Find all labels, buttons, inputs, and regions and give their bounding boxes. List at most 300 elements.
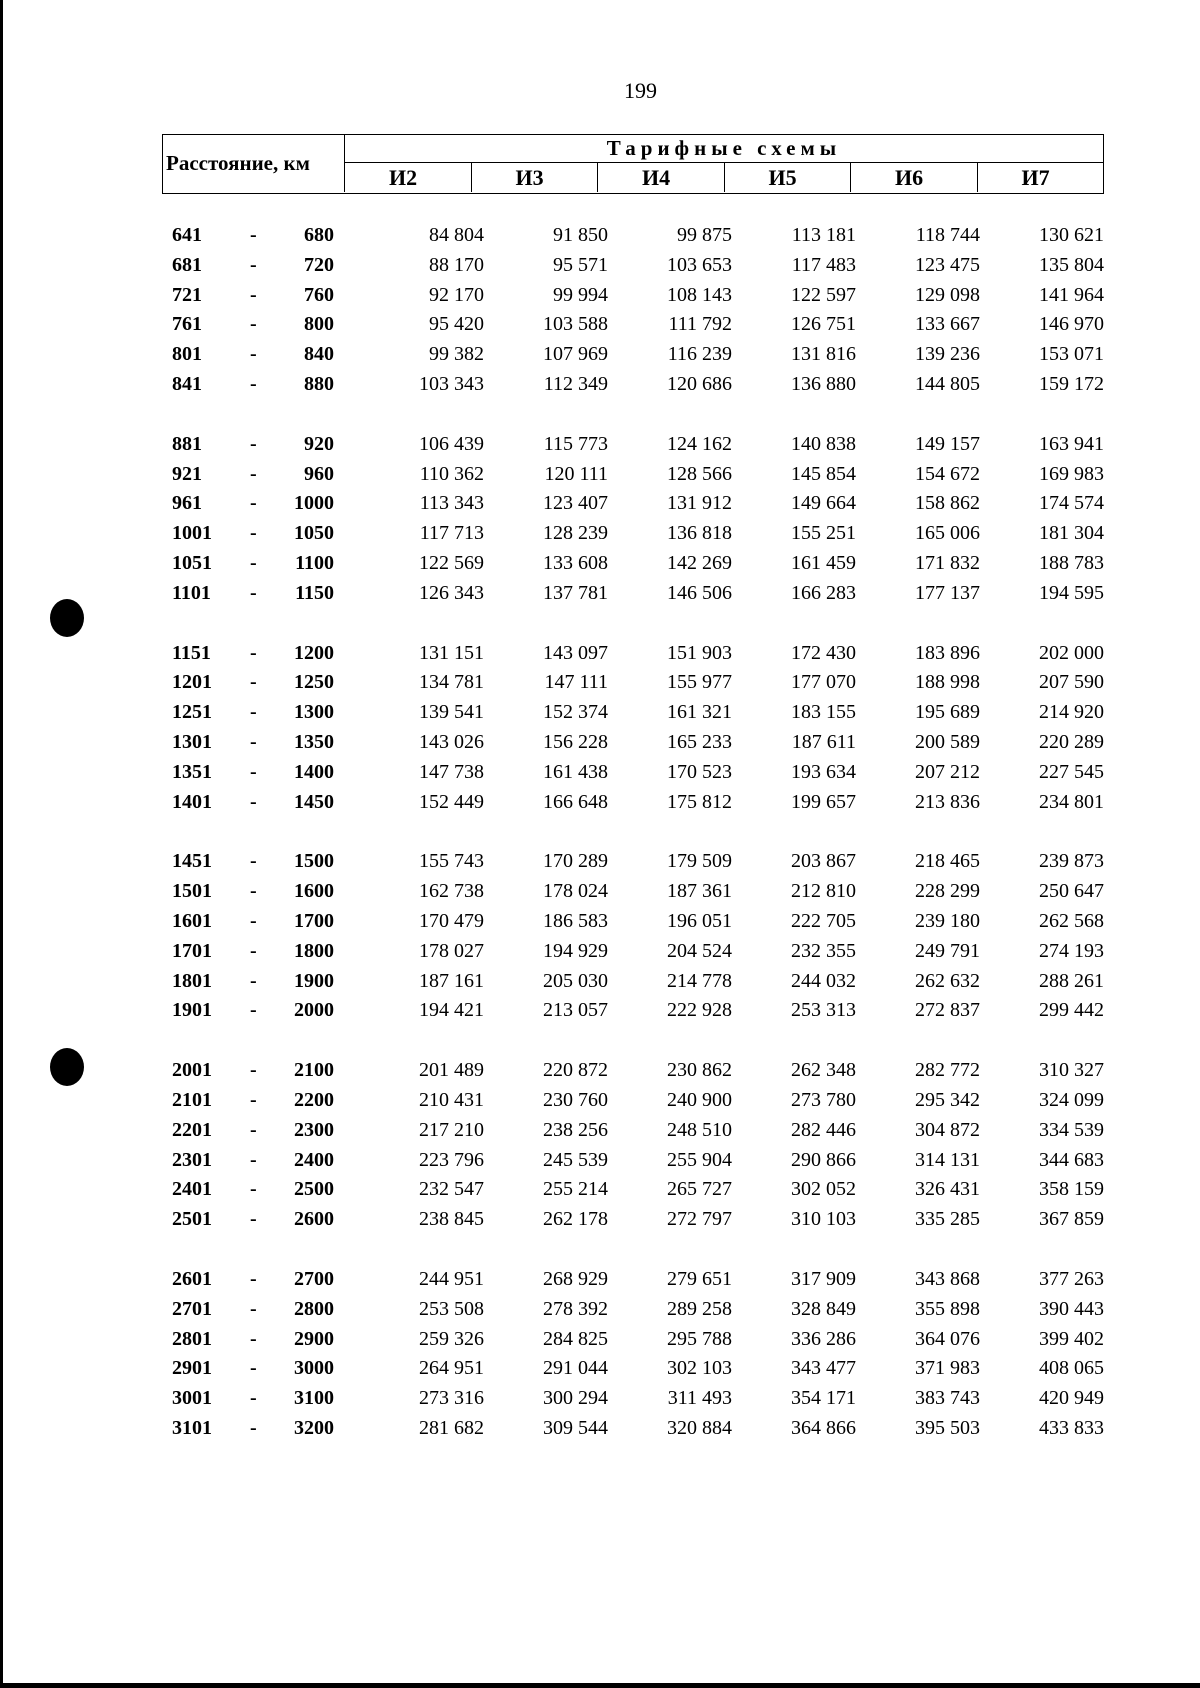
tariff-value: 142 269 <box>667 551 732 574</box>
tariff-value: 175 812 <box>667 790 732 813</box>
distance-from: 1501 <box>172 880 212 903</box>
table-row <box>162 850 1112 880</box>
tariff-value: 172 430 <box>791 641 856 664</box>
tariff-value: 355 898 <box>915 1297 980 1320</box>
range-dash: - <box>250 909 257 932</box>
tariff-value: 134 781 <box>419 671 484 694</box>
distance-to: 960 <box>304 462 334 485</box>
column-header-i2: И2 <box>345 163 472 192</box>
distance-from: 1251 <box>172 701 212 724</box>
range-dash: - <box>250 343 257 366</box>
tariff-value: 223 796 <box>419 1148 484 1171</box>
punch-hole-upper <box>50 599 84 637</box>
distance-from: 2901 <box>172 1357 212 1380</box>
distance-from: 1701 <box>172 939 212 962</box>
tariff-value: 117 483 <box>791 253 856 276</box>
range-dash: - <box>250 492 257 515</box>
tariff-value: 238 845 <box>419 1208 484 1231</box>
distance-to: 2700 <box>294 1267 334 1290</box>
tariff-value: 123 407 <box>543 492 608 515</box>
table-row <box>162 284 1112 314</box>
table-row <box>162 492 1112 522</box>
tariff-value: 253 508 <box>419 1297 484 1320</box>
table-row <box>162 1387 1112 1417</box>
tariff-value: 195 689 <box>915 701 980 724</box>
distance-from: 1301 <box>172 730 212 753</box>
tariff-value: 177 070 <box>791 671 856 694</box>
tariff-value: 210 431 <box>419 1088 484 1111</box>
range-dash: - <box>250 522 257 545</box>
tariff-value: 311 493 <box>667 1387 732 1410</box>
table-row <box>162 1357 1112 1387</box>
distance-to: 2900 <box>294 1327 334 1350</box>
table-row <box>162 552 1112 582</box>
tariff-value: 300 294 <box>543 1387 608 1410</box>
distance-to: 1050 <box>294 522 334 545</box>
tariff-value: 203 867 <box>791 850 856 873</box>
tariff-value: 343 868 <box>915 1267 980 1290</box>
tariff-value: 113 343 <box>419 492 484 515</box>
tariff-value: 291 044 <box>543 1357 608 1380</box>
distance-from: 961 <box>172 492 202 515</box>
distance-from: 2101 <box>172 1088 212 1111</box>
table-row <box>162 791 1112 821</box>
tariff-value: 145 854 <box>791 462 856 485</box>
tariff-value: 131 912 <box>667 492 732 515</box>
tariff-value: 279 651 <box>667 1267 732 1290</box>
tariff-value: 95 571 <box>553 253 608 276</box>
punch-hole-lower <box>50 1048 84 1086</box>
tariff-value: 273 316 <box>419 1387 484 1410</box>
distance-from: 721 <box>172 283 202 306</box>
distance-from: 1201 <box>172 671 212 694</box>
tariff-value: 364 866 <box>791 1416 856 1439</box>
tariff-value: 302 052 <box>791 1178 856 1201</box>
table-row <box>162 1149 1112 1179</box>
tariff-value: 255 904 <box>667 1148 732 1171</box>
distance-from: 2301 <box>172 1148 212 1171</box>
tariff-value: 344 683 <box>1039 1148 1104 1171</box>
distance-from: 2701 <box>172 1297 212 1320</box>
tariff-value: 204 524 <box>667 939 732 962</box>
tariff-value: 161 459 <box>791 551 856 574</box>
tariff-value: 110 362 <box>419 462 484 485</box>
tariff-value: 178 027 <box>419 939 484 962</box>
tariff-value: 111 792 <box>668 313 732 336</box>
tariff-value: 217 210 <box>419 1118 484 1141</box>
tariff-value: 91 850 <box>553 224 608 246</box>
range-dash: - <box>250 1387 257 1410</box>
tariff-value: 153 071 <box>1039 343 1104 366</box>
table-row <box>162 880 1112 910</box>
tariff-value: 131 816 <box>791 343 856 366</box>
row-group <box>162 850 1112 1029</box>
distance-to: 2000 <box>294 999 334 1022</box>
distance-to: 880 <box>304 372 334 395</box>
table-row <box>162 463 1112 493</box>
tariff-value: 262 348 <box>791 1059 856 1082</box>
tariff-value: 174 574 <box>1039 492 1104 515</box>
tariff-value: 255 214 <box>543 1178 608 1201</box>
tariff-value: 253 313 <box>791 999 856 1022</box>
tariff-value: 200 589 <box>915 730 980 753</box>
distance-from: 1451 <box>172 850 212 873</box>
distance-to: 1300 <box>294 701 334 724</box>
tariff-value: 272 837 <box>915 999 980 1022</box>
tariff-value: 202 000 <box>1039 641 1104 664</box>
tariff-value: 147 738 <box>419 760 484 783</box>
table-row <box>162 1417 1112 1447</box>
row-group <box>162 642 1112 821</box>
tariff-value: 129 098 <box>915 283 980 306</box>
distance-from: 801 <box>172 343 202 366</box>
column-header-i5: И5 <box>725 163 852 192</box>
table-row <box>162 1178 1112 1208</box>
tariff-value: 155 251 <box>791 522 856 545</box>
table-row <box>162 1119 1112 1149</box>
table-row <box>162 373 1112 403</box>
tariff-value: 194 421 <box>419 999 484 1022</box>
tariff-value: 335 285 <box>915 1208 980 1231</box>
tariff-value: 152 449 <box>419 790 484 813</box>
tariff-value: 137 781 <box>543 581 608 604</box>
tariff-value: 103 588 <box>543 313 608 336</box>
table-row <box>162 433 1112 463</box>
row-group <box>162 224 1112 403</box>
range-dash: - <box>250 641 257 664</box>
distance-to: 680 <box>304 224 334 246</box>
tariff-value: 141 964 <box>1039 283 1104 306</box>
distance-to: 2200 <box>294 1088 334 1111</box>
tariff-value: 244 951 <box>419 1267 484 1290</box>
tariff-value: 228 299 <box>915 880 980 903</box>
tariff-value: 420 949 <box>1039 1387 1104 1410</box>
distance-to: 1900 <box>294 969 334 992</box>
tariff-value: 324 099 <box>1039 1088 1104 1111</box>
range-dash: - <box>250 850 257 873</box>
tariff-value: 139 541 <box>419 701 484 724</box>
tariff-value: 304 872 <box>915 1118 980 1141</box>
tariff-value: 377 263 <box>1039 1267 1104 1290</box>
tariff-value: 170 479 <box>419 909 484 932</box>
range-dash: - <box>250 1118 257 1141</box>
tariff-value: 222 928 <box>667 999 732 1022</box>
tariff-value: 262 568 <box>1039 909 1104 932</box>
tariff-value: 128 566 <box>667 462 732 485</box>
tariff-value: 130 621 <box>1039 224 1104 246</box>
tariff-value: 390 443 <box>1039 1297 1104 1320</box>
tariff-value: 124 162 <box>667 432 732 455</box>
tariff-value: 238 256 <box>543 1118 608 1141</box>
distance-to: 1700 <box>294 909 334 932</box>
tariff-value: 99 382 <box>429 343 484 366</box>
tariff-value: 320 884 <box>667 1416 732 1439</box>
tariff-value: 108 143 <box>667 283 732 306</box>
tariff-value: 240 900 <box>667 1088 732 1111</box>
scan-left-border <box>0 0 3 1688</box>
table-row <box>162 224 1112 254</box>
tariff-value: 117 713 <box>419 522 484 545</box>
tariff-value: 133 608 <box>543 551 608 574</box>
distance-to: 800 <box>304 313 334 336</box>
tariff-value: 166 648 <box>543 790 608 813</box>
distance-from: 881 <box>172 432 202 455</box>
range-dash: - <box>250 1327 257 1350</box>
tariff-value: 106 439 <box>419 432 484 455</box>
range-dash: - <box>250 760 257 783</box>
tariff-value: 230 862 <box>667 1059 732 1082</box>
range-dash: - <box>250 581 257 604</box>
tariff-value: 408 065 <box>1039 1357 1104 1380</box>
tariff-value: 107 969 <box>543 343 608 366</box>
range-dash: - <box>250 372 257 395</box>
tariff-value: 149 157 <box>915 432 980 455</box>
tariff-value: 194 929 <box>543 939 608 962</box>
range-dash: - <box>250 999 257 1022</box>
tariff-value: 126 343 <box>419 581 484 604</box>
tariff-value: 84 804 <box>429 224 484 246</box>
tariff-value: 140 838 <box>791 432 856 455</box>
distance-to: 1450 <box>294 790 334 813</box>
tariff-schemes-header: Тарифные схемы <box>345 135 1103 163</box>
table-row <box>162 254 1112 284</box>
distance-to: 920 <box>304 432 334 455</box>
range-dash: - <box>250 1297 257 1320</box>
tariff-value: 371 983 <box>915 1357 980 1380</box>
tariff-value: 222 705 <box>791 909 856 932</box>
range-dash: - <box>250 1148 257 1171</box>
distance-to: 2300 <box>294 1118 334 1141</box>
tariff-value: 310 103 <box>791 1208 856 1231</box>
tariff-value: 136 880 <box>791 372 856 395</box>
distance-to: 3000 <box>294 1357 334 1380</box>
column-header-i3: И3 <box>472 163 599 192</box>
tariff-value: 273 780 <box>791 1088 856 1111</box>
tariff-value: 284 825 <box>543 1327 608 1350</box>
column-header-i6: И6 <box>851 163 978 192</box>
distance-to: 2500 <box>294 1178 334 1201</box>
tariff-value: 155 743 <box>419 850 484 873</box>
tariff-value: 326 431 <box>915 1178 980 1201</box>
distance-from: 3101 <box>172 1416 212 1439</box>
table-row <box>162 1328 1112 1358</box>
tariff-value: 343 477 <box>791 1357 856 1380</box>
tariff-value: 118 744 <box>915 224 980 246</box>
tariff-value: 310 327 <box>1039 1059 1104 1082</box>
tariff-value: 122 597 <box>791 283 856 306</box>
range-dash: - <box>250 1059 257 1082</box>
distance-to: 1250 <box>294 671 334 694</box>
tariff-value: 136 818 <box>667 522 732 545</box>
table-row <box>162 642 1112 672</box>
tariff-value: 122 569 <box>419 551 484 574</box>
tariff-value: 162 738 <box>419 880 484 903</box>
range-dash: - <box>250 551 257 574</box>
table-row <box>162 1208 1112 1238</box>
tariff-value: 133 667 <box>915 313 980 336</box>
tariff-value: 367 859 <box>1039 1208 1104 1231</box>
tariff-value: 282 446 <box>791 1118 856 1141</box>
range-dash: - <box>250 432 257 455</box>
tariff-value: 227 545 <box>1039 760 1104 783</box>
distance-to: 2400 <box>294 1148 334 1171</box>
tariff-value: 103 343 <box>419 372 484 395</box>
tariff-value: 295 342 <box>915 1088 980 1111</box>
distance-to: 760 <box>304 283 334 306</box>
tariff-value: 92 170 <box>429 283 484 306</box>
table-row <box>162 1059 1112 1089</box>
range-dash: - <box>250 1357 257 1380</box>
range-dash: - <box>250 1416 257 1439</box>
tariff-value: 383 743 <box>915 1387 980 1410</box>
tariff-value: 433 833 <box>1039 1416 1104 1439</box>
table-row <box>162 761 1112 791</box>
distance-from: 1401 <box>172 790 212 813</box>
table-row <box>162 343 1112 373</box>
tariff-value: 170 523 <box>667 760 732 783</box>
table-row <box>162 1268 1112 1298</box>
tariff-value: 143 097 <box>543 641 608 664</box>
tariff-table-body <box>162 224 1112 1477</box>
tariff-value: 201 489 <box>419 1059 484 1082</box>
distance-to: 1000 <box>294 492 334 515</box>
tariff-value: 183 155 <box>791 701 856 724</box>
distance-to: 1100 <box>295 551 334 574</box>
tariff-value: 152 374 <box>543 701 608 724</box>
range-dash: - <box>250 313 257 336</box>
tariff-value: 186 583 <box>543 909 608 932</box>
tariff-value: 328 849 <box>791 1297 856 1320</box>
tariff-value: 161 438 <box>543 760 608 783</box>
tariff-value: 230 760 <box>543 1088 608 1111</box>
distance-from: 2401 <box>172 1178 212 1201</box>
distance-to: 1500 <box>294 850 334 873</box>
table-row <box>162 1089 1112 1119</box>
table-row <box>162 313 1112 343</box>
tariff-value: 249 791 <box>915 939 980 962</box>
range-dash: - <box>250 1178 257 1201</box>
scan-bottom-border <box>0 1683 1200 1688</box>
table-row <box>162 701 1112 731</box>
tariff-value: 196 051 <box>667 909 732 932</box>
tariff-value: 268 929 <box>543 1267 608 1290</box>
tariff-value: 163 941 <box>1039 432 1104 455</box>
distance-from: 1351 <box>172 760 212 783</box>
tariff-value: 170 289 <box>543 850 608 873</box>
column-header-i4: И4 <box>598 163 725 192</box>
tariff-value: 314 131 <box>915 1148 980 1171</box>
distance-to: 3100 <box>294 1387 334 1410</box>
distance-from: 2201 <box>172 1118 212 1141</box>
tariff-value: 177 137 <box>915 581 980 604</box>
distance-from: 1001 <box>172 522 212 545</box>
tariff-value: 272 797 <box>667 1208 732 1231</box>
tariff-value: 146 506 <box>667 581 732 604</box>
table-row <box>162 671 1112 701</box>
tariff-value: 194 595 <box>1039 581 1104 604</box>
distance-from: 1901 <box>172 999 212 1022</box>
tariff-value: 274 193 <box>1039 939 1104 962</box>
tariff-value: 212 810 <box>791 880 856 903</box>
distance-from: 2801 <box>172 1327 212 1350</box>
tariff-value: 156 228 <box>543 730 608 753</box>
tariff-value: 178 024 <box>543 880 608 903</box>
tariff-value: 179 509 <box>667 850 732 873</box>
distance-from: 1801 <box>172 969 212 992</box>
distance-to: 840 <box>304 343 334 366</box>
distance-from: 1601 <box>172 909 212 932</box>
tariff-value: 120 686 <box>667 372 732 395</box>
table-row <box>162 1298 1112 1328</box>
table-header <box>162 134 1104 194</box>
tariff-value: 188 998 <box>915 671 980 694</box>
distance-from: 841 <box>172 372 202 395</box>
tariff-value: 144 805 <box>915 372 980 395</box>
tariff-value: 395 503 <box>915 1416 980 1439</box>
tariff-value: 99 875 <box>677 224 732 246</box>
range-dash: - <box>250 880 257 903</box>
tariff-value: 126 751 <box>791 313 856 336</box>
range-dash: - <box>250 730 257 753</box>
tariff-value: 265 727 <box>667 1178 732 1201</box>
tariff-value: 214 778 <box>667 969 732 992</box>
range-dash: - <box>250 224 257 246</box>
tariff-value: 288 261 <box>1039 969 1104 992</box>
distance-from: 2601 <box>172 1267 212 1290</box>
range-dash: - <box>250 790 257 813</box>
tariff-value: 259 326 <box>419 1327 484 1350</box>
row-group <box>162 433 1112 612</box>
tariff-value: 187 161 <box>419 969 484 992</box>
tariff-value: 161 321 <box>667 701 732 724</box>
tariff-value: 214 920 <box>1039 701 1104 724</box>
distance-from: 921 <box>172 462 202 485</box>
tariff-value: 248 510 <box>667 1118 732 1141</box>
table-row <box>162 522 1112 552</box>
tariff-value: 289 258 <box>667 1297 732 1320</box>
tariff-value: 149 664 <box>791 492 856 515</box>
tariff-value: 364 076 <box>915 1327 980 1350</box>
tariff-value: 159 172 <box>1039 372 1104 395</box>
range-dash: - <box>250 253 257 276</box>
tariff-value: 151 903 <box>667 641 732 664</box>
distance-to: 2800 <box>294 1297 334 1320</box>
tariff-value: 317 909 <box>791 1267 856 1290</box>
range-dash: - <box>250 939 257 962</box>
tariff-value: 250 647 <box>1039 880 1104 903</box>
tariff-value: 220 289 <box>1039 730 1104 753</box>
distance-from: 1151 <box>172 641 211 664</box>
tariff-value: 207 590 <box>1039 671 1104 694</box>
tariff-value: 188 783 <box>1039 551 1104 574</box>
tariff-value: 88 170 <box>429 253 484 276</box>
table-row <box>162 940 1112 970</box>
range-dash: - <box>250 1267 257 1290</box>
tariff-value: 245 539 <box>543 1148 608 1171</box>
tariff-value: 334 539 <box>1039 1118 1104 1141</box>
tariff-value: 146 970 <box>1039 313 1104 336</box>
distance-to: 720 <box>304 253 334 276</box>
tariff-value: 281 682 <box>419 1416 484 1439</box>
distance-to: 3200 <box>294 1416 334 1439</box>
tariff-value: 112 349 <box>543 372 608 395</box>
tariff-value: 183 896 <box>915 641 980 664</box>
tariff-value: 354 171 <box>791 1387 856 1410</box>
tariff-value: 139 236 <box>915 343 980 366</box>
tariff-value: 207 212 <box>915 760 980 783</box>
tariff-value: 282 772 <box>915 1059 980 1082</box>
tariff-value: 199 657 <box>791 790 856 813</box>
